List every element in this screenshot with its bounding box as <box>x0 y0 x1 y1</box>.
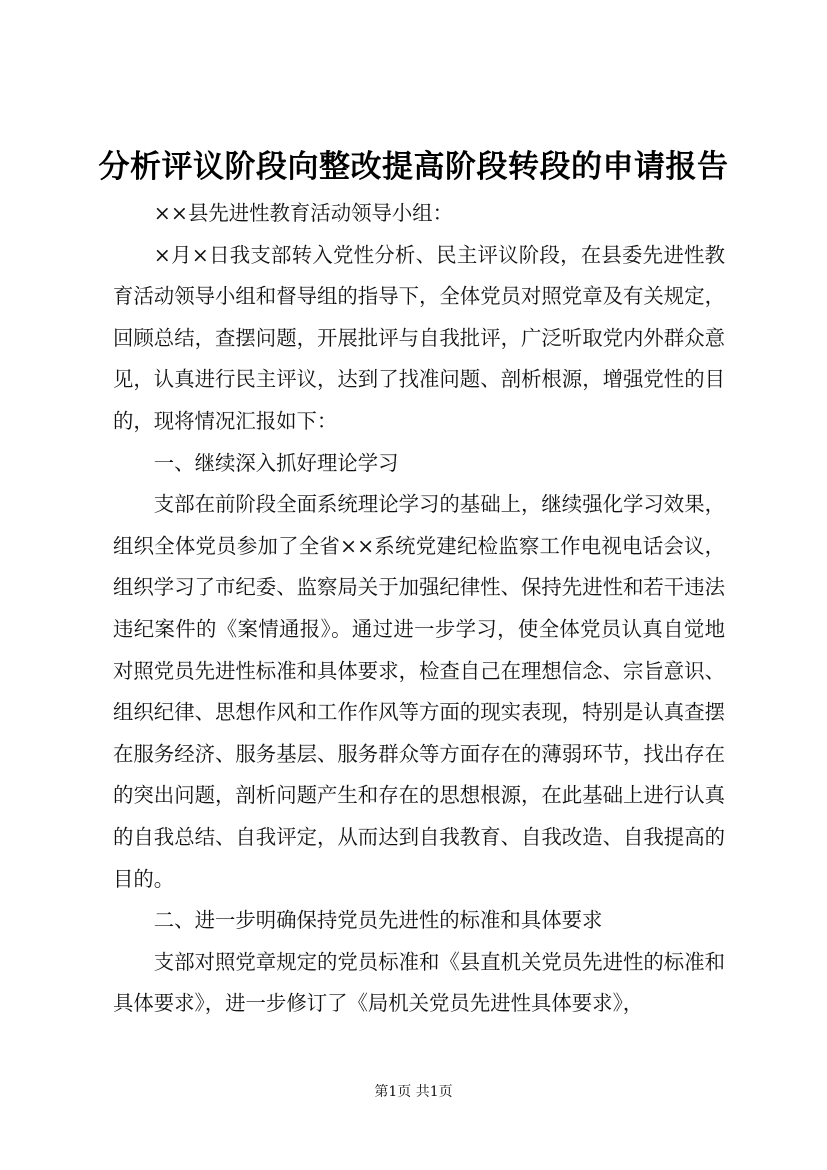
paragraph-theory-study: 支部在前阶段全面系统理论学习的基础上，继续强化学习效果，组织全体党员参加了全省××系统党建纪检监察工作电视电话会议，组织学习了市纪委、监察局关于加强纪律性、保持先进性和若干违法违纪案件的《案情通报》。通过进一步学习，使全体党员认真自觉地对照党员先进性标准和具体要求，检查自己在理想信念、宗旨意识、组织纪律、思想作风和工作作风等方面的现实表现，特别是认真查摆在服务经济、服务基层、服务群众等方面存在的薄弱环节，找出存在的突出问题，剖析问题产生和存在的思想根源，在此基础上进行认真的自我总结、自我评定，从而达到自我教育、自我改造、自我提高的目的。 <box>113 492 725 891</box>
paragraph-intro: ×月×日我支部转入党性分析、民主评议阶段，在县委先进性教育活动领导小组和督导组的指导下，全体党员对照党章及有关规定，回顾总结，查摆问题，开展批评与自我批评，广泛听取党内外群众意见，认真进行民主评议，达到了找准问题、剖析根源，增强党性的目的，现将情况汇报如下： <box>113 242 725 433</box>
document-title: 分析评议阶段向整改提高阶段转段的申请报告 <box>98 149 729 185</box>
section-heading-1: 一、继续深入抓好理论学习 <box>153 450 399 475</box>
section-heading-2: 二、进一步明确保持党员先进性的标准和具体要求 <box>153 908 603 933</box>
document-body <box>113 193 725 1025</box>
page-footer: 第1页 共1页 <box>374 1084 453 1100</box>
paragraph-standards: 支部对照党章规定的党员标准和《县直机关党员先进性的标准和具体要求》，进一步修订了《局机关党员先进性具体要求》， <box>113 949 725 1016</box>
salutation: ××县先进性教育活动领导小组： <box>153 201 454 225</box>
